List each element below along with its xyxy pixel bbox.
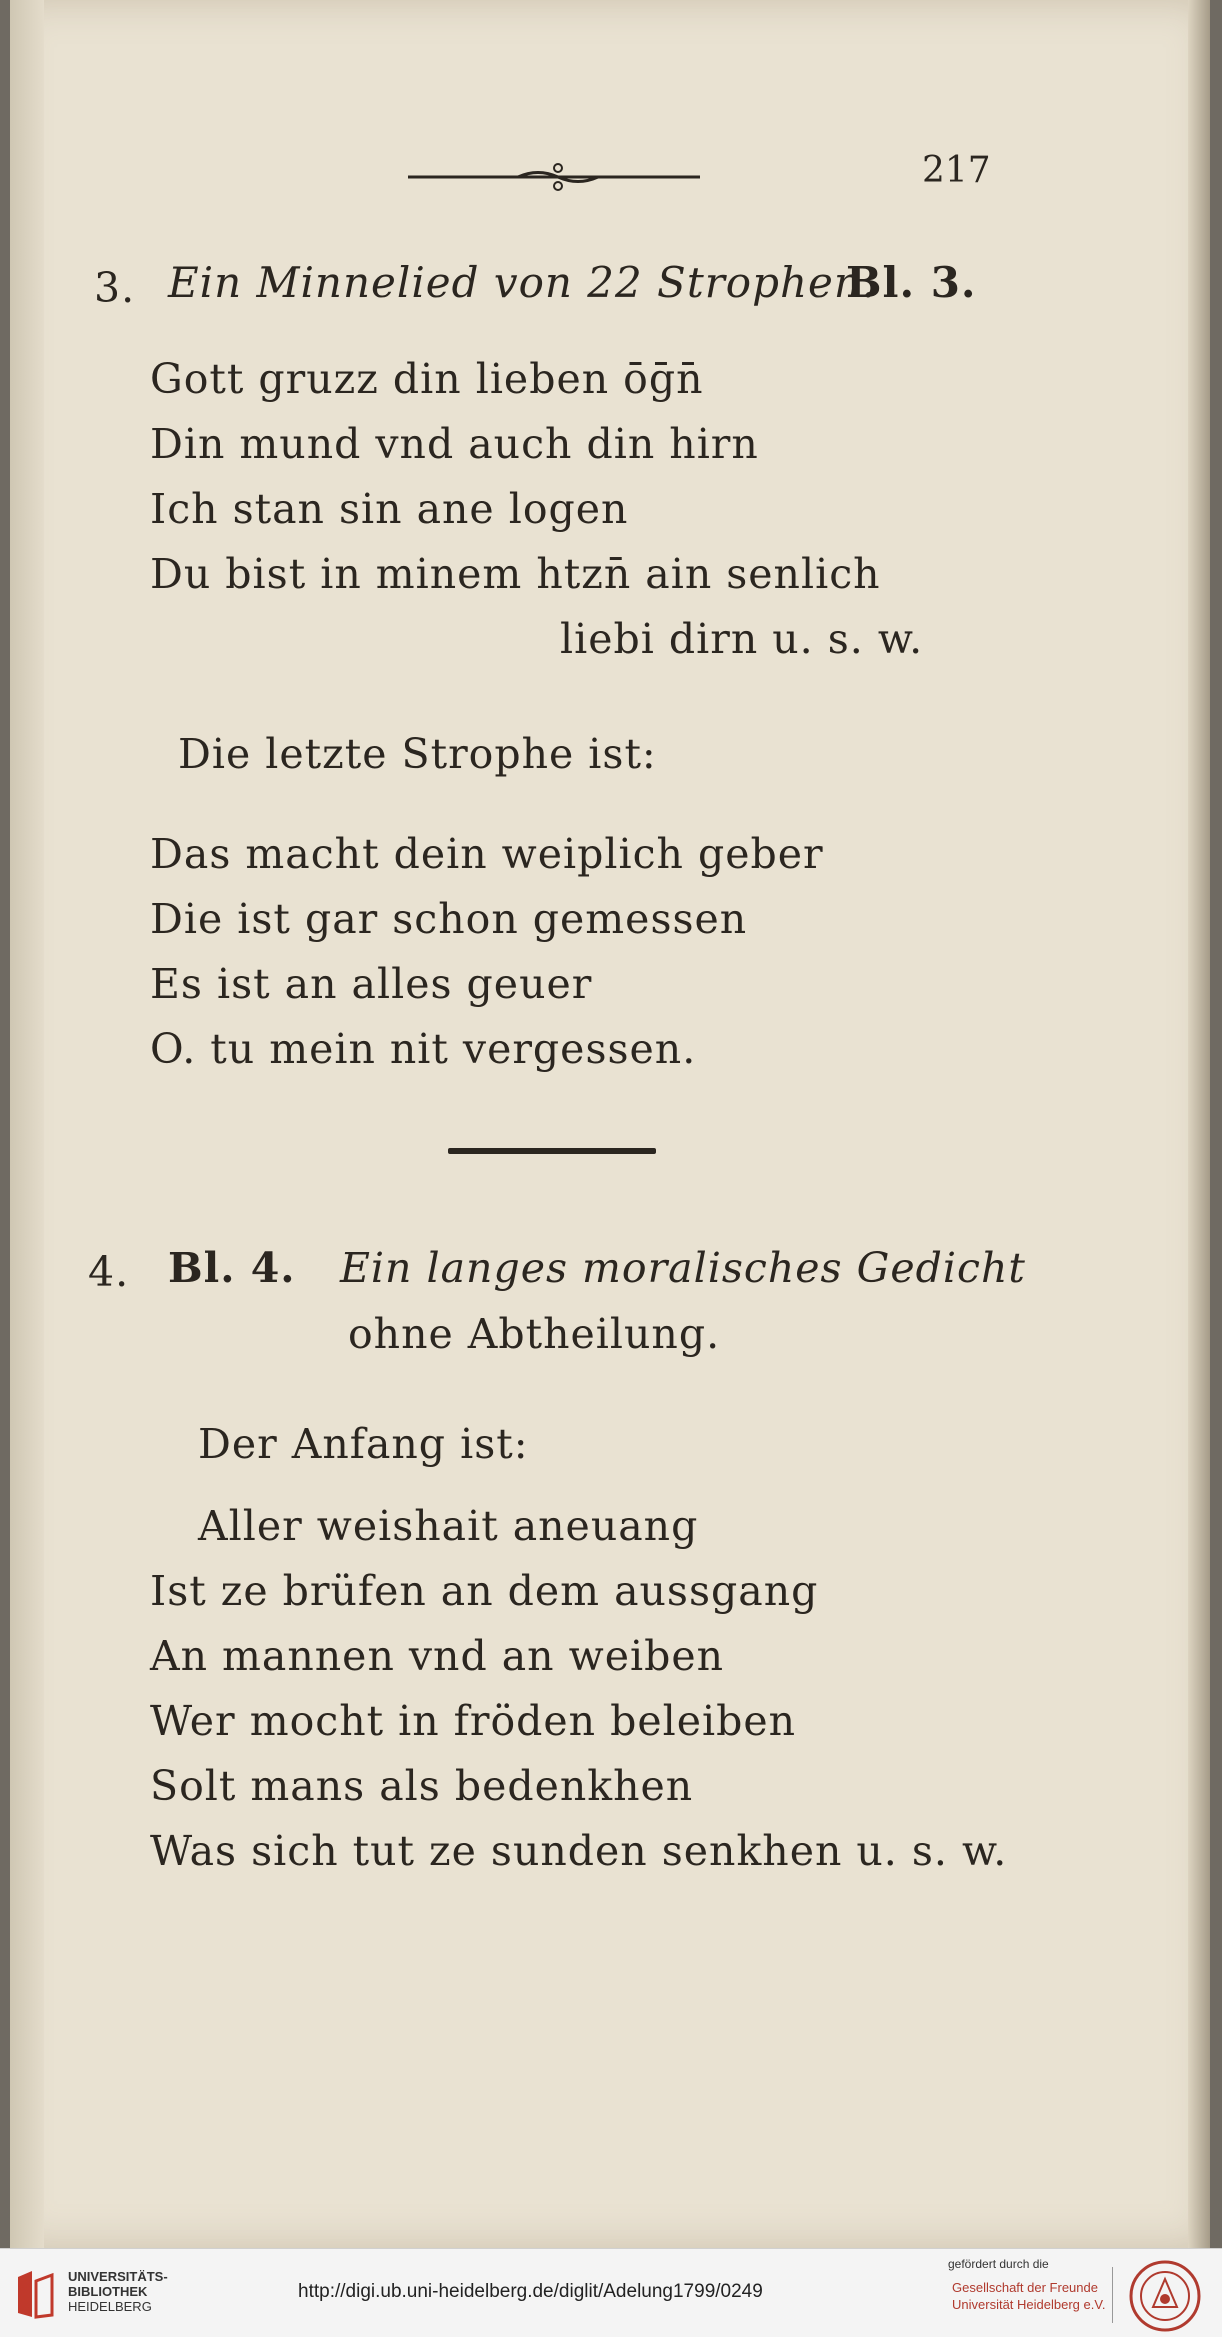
permalink-url[interactable]: http://digi.ub.uni-heidelberg.de/diglit/Adelung1799/0249 [298, 2281, 763, 2302]
viewer-footer [0, 2248, 1222, 2337]
stanza2-line-4: O. tu mein nit vergessen. [150, 1025, 697, 1073]
header-ornament [408, 162, 700, 192]
section3-ref: Bl. 3. [846, 258, 977, 307]
sponsor-name-line2: Universität Heidelberg e.V. [952, 2297, 1106, 2312]
section-divider [448, 1148, 656, 1154]
last-stanza-intro: Die letzte Strophe ist: [178, 730, 657, 778]
stanza1-line-1: Gott gruzz din lieben ōḡn̄ [150, 355, 704, 403]
page-number: 217 [922, 150, 991, 191]
section3-title: Ein Minnelied von 22 Strophen. [168, 258, 877, 307]
stanza2-line-1: Das macht dein weiplich geber [150, 830, 824, 878]
library-name-line3: HEIDELBERG [68, 2299, 152, 2314]
section4-line-3: An mannen vnd an weiben [150, 1632, 724, 1680]
library-name-line2: BIBLIOTHEK [68, 2284, 148, 2299]
library-name [68, 2269, 168, 2314]
stanza1-line-3: Ich stan sin ane logen [150, 485, 629, 533]
page-edge [1188, 0, 1210, 2248]
section4-line-4: Wer mocht in fröden beleiben [150, 1697, 797, 1745]
section3-number: 3. [94, 264, 136, 312]
page-spine-shadow [10, 0, 44, 2248]
footer-divider [1112, 2267, 1113, 2323]
sponsor-label: gefördert durch die [948, 2257, 1049, 2271]
section4-intro: Der Anfang ist: [198, 1420, 529, 1468]
stanza2-line-3: Es ist an alles geuer [150, 960, 593, 1008]
section4-ref: Bl. 4. [168, 1244, 296, 1292]
sponsor-name [952, 2279, 1105, 2313]
section4-title-line1: Ein langes moralisches Gedicht [340, 1244, 1026, 1292]
stanza1-continuation: liebi dirn u. s. w. [560, 615, 924, 663]
sponsor-name-line1: Gesellschaft der Freunde [952, 2280, 1098, 2295]
library-name-line1: UNIVERSITÄTS- [68, 2269, 168, 2284]
section4-line-5: Solt mans als bedenkhen [150, 1762, 694, 1810]
university-library-logo-icon [14, 2269, 56, 2319]
stanza1-line-2: Din mund vnd auch din hirn [150, 420, 759, 468]
section4-title-line2: ohne Abtheilung. [348, 1310, 721, 1358]
section4-line-1: Aller weishait aneuang [198, 1502, 699, 1550]
scanned-page [10, 0, 1210, 2248]
stanza1-line-4: Du bist in minem htzn̄ ain senlich [150, 550, 881, 598]
section4-line-2: Ist ze brüfen an dem aussgang [150, 1567, 819, 1615]
university-seal-icon [1128, 2259, 1202, 2333]
section4-line-6: Was sich tut ze sunden senkhen u. s. w. [150, 1827, 1008, 1875]
stanza2-line-2: Die ist gar schon gemessen [150, 895, 748, 943]
section4-number: 4. [88, 1248, 130, 1296]
